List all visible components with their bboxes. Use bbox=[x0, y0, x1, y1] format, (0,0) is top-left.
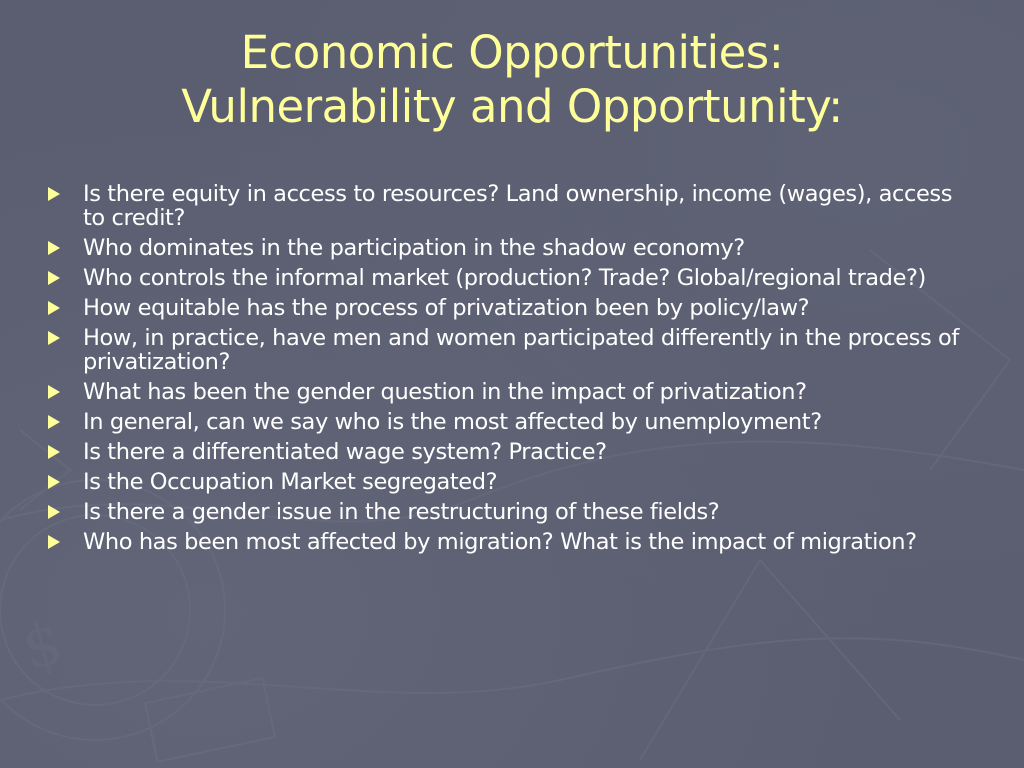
triangle-right-icon bbox=[48, 301, 60, 315]
triangle-right-icon bbox=[48, 445, 60, 459]
bullet-text: Who dominates in the participation in the shadow economy? bbox=[83, 235, 745, 261]
bullet-item bbox=[46, 326, 976, 374]
slide-title bbox=[40, 26, 984, 134]
bullet-text: Is the Occupation Market segregated? bbox=[83, 469, 498, 495]
bullet-item bbox=[46, 380, 976, 404]
bullet-text: Is there equity in access to resources? Land ownership, income (wages), access to credit? bbox=[83, 181, 953, 231]
bullet-text: Is there a differentiated wage system? Practice? bbox=[83, 439, 607, 465]
triangle-right-icon bbox=[48, 241, 60, 255]
bullet-item bbox=[46, 266, 976, 290]
triangle-right-icon bbox=[48, 415, 60, 429]
slide-title-line-2: Vulnerability and Opportunity: bbox=[181, 80, 843, 133]
bullet-text: In general, can we say who is the most affected by unemployment? bbox=[83, 409, 822, 435]
bullet-item bbox=[46, 500, 976, 524]
triangle-right-icon bbox=[48, 385, 60, 399]
triangle-right-icon bbox=[48, 505, 60, 519]
bullet-item bbox=[46, 440, 976, 464]
bullet-item bbox=[46, 236, 976, 260]
bullet-text: Is there a gender issue in the restructuring of these fields? bbox=[83, 499, 720, 525]
svg-text:$: $ bbox=[15, 607, 71, 685]
bullet-text: How equitable has the process of privatization been by policy/law? bbox=[83, 295, 810, 321]
slide-title-line-1: Economic Opportunities: bbox=[240, 26, 784, 79]
bullet-item bbox=[46, 410, 976, 434]
bullet-text: Who has been most affected by migration? What is the impact of migration? bbox=[83, 529, 917, 555]
bullet-list bbox=[46, 182, 976, 560]
bullet-item bbox=[46, 530, 976, 554]
bullet-item bbox=[46, 182, 976, 230]
bullet-text: What has been the gender question in the impact of privatization? bbox=[83, 379, 807, 405]
bullet-item bbox=[46, 296, 976, 320]
bullet-text: Who controls the informal market (production? Trade? Global/regional trade?) bbox=[83, 265, 926, 291]
triangle-right-icon bbox=[48, 271, 60, 285]
triangle-right-icon bbox=[48, 187, 60, 201]
triangle-right-icon bbox=[48, 535, 60, 549]
bullet-text: How, in practice, have men and women participated differently in the process of privatization? bbox=[83, 325, 959, 375]
bullet-item bbox=[46, 470, 976, 494]
triangle-right-icon bbox=[48, 475, 60, 489]
triangle-right-icon bbox=[48, 331, 60, 345]
